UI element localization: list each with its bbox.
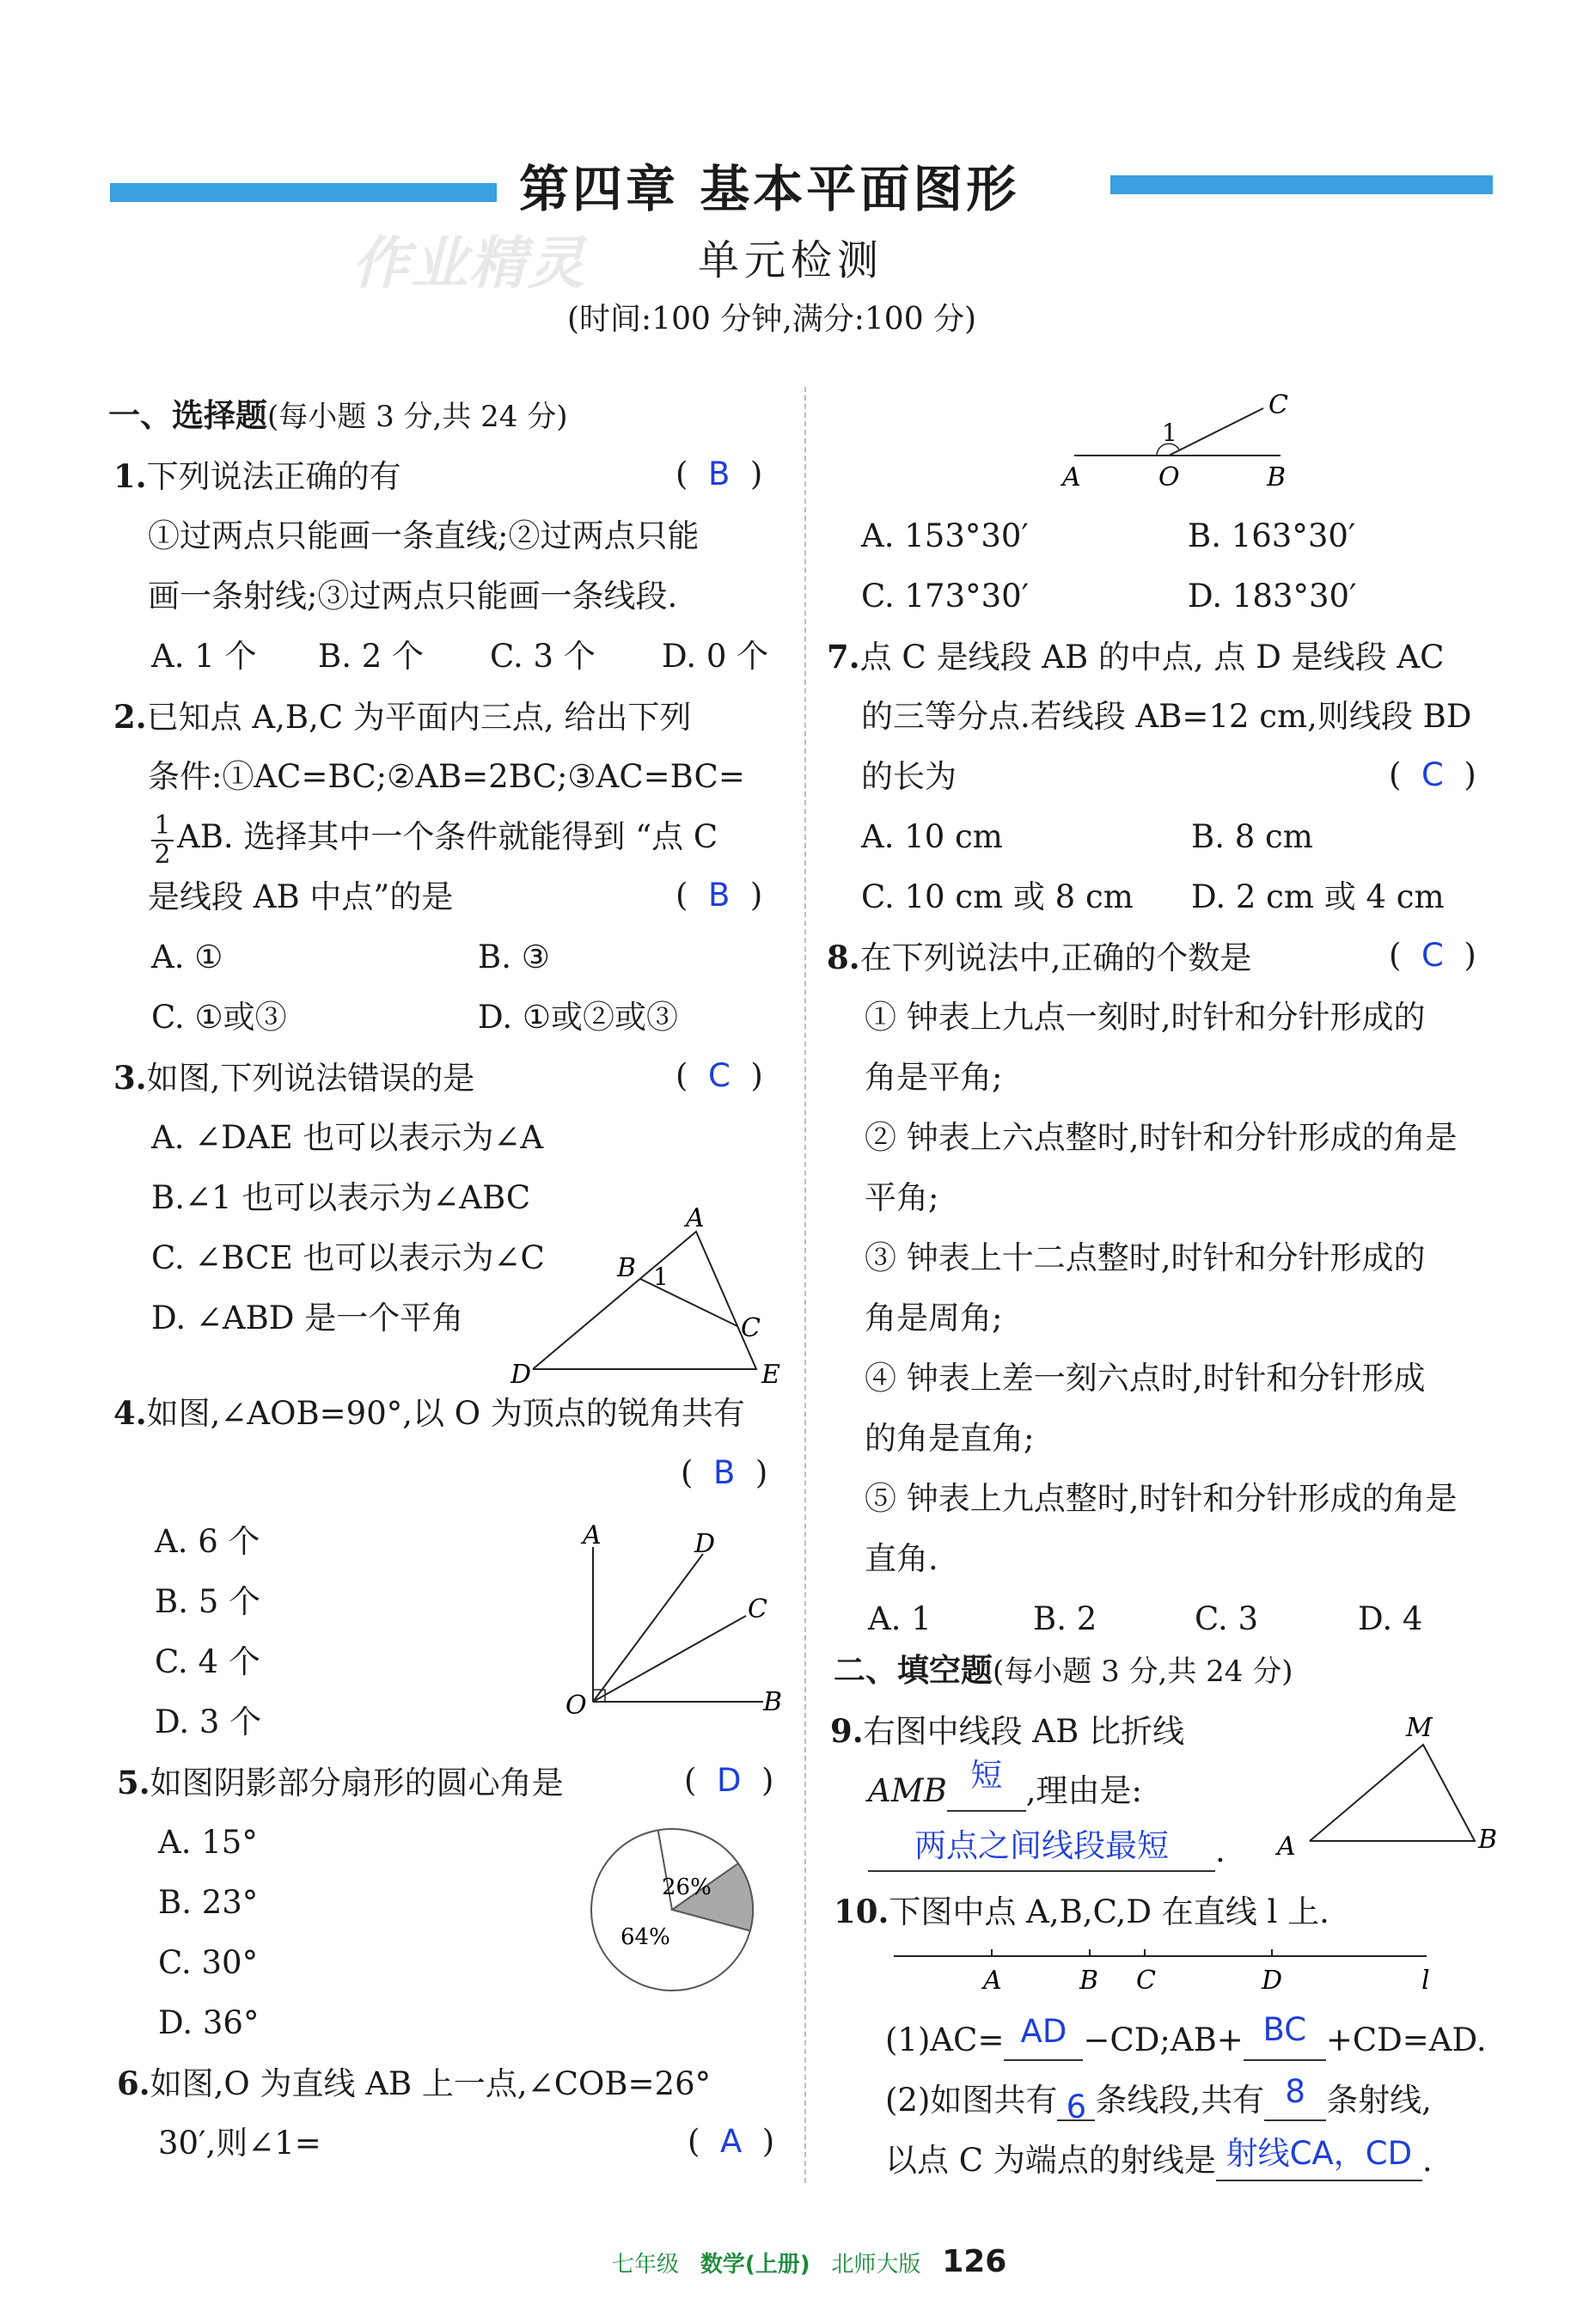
q1-option-d: D. 0 个 bbox=[662, 638, 769, 675]
q8-answer-box[interactable]: ( C ) bbox=[1389, 937, 1476, 974]
q2-option-a: A. ① bbox=[151, 939, 223, 975]
q6-line1 bbox=[117, 2064, 711, 2103]
q6-label-o: O bbox=[1158, 462, 1180, 492]
q5-option-a: A. 15° bbox=[158, 1824, 258, 1861]
q4-stem-text: 如图,∠AOB=90°,以 O 为顶点的锐角共有 bbox=[146, 1395, 745, 1432]
q9-blank-2[interactable] bbox=[868, 1827, 1215, 1872]
q4-label-d: D bbox=[694, 1529, 716, 1559]
q8-option-d: D. 4 bbox=[1358, 1600, 1423, 1637]
q6-line2: 30′,则∠1= bbox=[158, 2125, 321, 2162]
q10-label-d: D bbox=[1262, 1966, 1283, 1996]
q10-part1 bbox=[885, 2011, 1487, 2061]
section2-heading bbox=[834, 1652, 1293, 1691]
q4-answer: B bbox=[712, 1454, 736, 1491]
q4-option-b: B. 5 个 bbox=[155, 1583, 261, 1620]
q10-p2-blank-1-answer: 6 bbox=[1066, 2089, 1087, 2125]
column-divider bbox=[804, 387, 806, 2183]
q10-p2-blank-2-answer: 8 bbox=[1285, 2073, 1305, 2110]
q9-reason-label: ,理由是: bbox=[1025, 1772, 1143, 1809]
q9-amb: AMB bbox=[868, 1772, 947, 1809]
q3-label-d: D bbox=[510, 1360, 532, 1388]
q2-answer-box[interactable]: ( B ) bbox=[675, 877, 763, 914]
q9-line2 bbox=[868, 1757, 1143, 1812]
q10-label-l: l bbox=[1421, 1966, 1430, 1996]
q8-option-b: B. 2 bbox=[1033, 1600, 1097, 1637]
q3-label-1: 1 bbox=[653, 1263, 669, 1291]
q4-angle-figure bbox=[557, 1521, 806, 1728]
q5-number: 5. bbox=[117, 1764, 150, 1801]
q10-part3 bbox=[885, 2135, 1433, 2181]
q6-label-b: B bbox=[1267, 462, 1287, 492]
q6-line1-text: 如图,O 为直线 AB 上一点,∠COB=26° bbox=[150, 2065, 712, 2102]
q10-p1-prefix: (1)AC= bbox=[885, 2021, 1005, 2058]
q4-ray-od bbox=[593, 1554, 703, 1702]
q1-line2: ①过两点只能画一条直线;②过两点只能 bbox=[148, 517, 700, 554]
q3-option-c: C. ∠BCE 也可以表示为∠C bbox=[151, 1239, 545, 1276]
q6-label-c: C bbox=[1268, 391, 1288, 420]
q10-part2 bbox=[885, 2073, 1432, 2125]
chapter-title: 第四章 基本平面图形 bbox=[519, 160, 1020, 218]
q8-stem bbox=[827, 939, 1251, 977]
page-footer bbox=[612, 2243, 1006, 2284]
q1-option-a: A. 1 个 bbox=[151, 638, 257, 675]
q10-p2-blank-1[interactable] bbox=[1057, 2082, 1095, 2125]
q9-blank-1-answer: 短 bbox=[970, 1757, 1003, 1794]
q10-p1-mid: −CD;AB+ bbox=[1083, 2021, 1244, 2058]
q4-answer-box[interactable]: ( B ) bbox=[681, 1454, 768, 1491]
q4-label-o: O bbox=[565, 1691, 587, 1721]
q8-statement-line: 直角. bbox=[865, 1540, 938, 1577]
watermark: 作业精灵 bbox=[352, 230, 586, 297]
q8-stem-text: 在下列说法中,正确的个数是 bbox=[859, 939, 1252, 976]
q8-statement-line: ③ 钟表上十二点整时,时针和分针形成的 bbox=[865, 1239, 1426, 1276]
q5-label-26: 26% bbox=[662, 1874, 712, 1900]
q9-line1-text: 右图中线段 AB 比折线 bbox=[863, 1713, 1185, 1750]
q2-answer: B bbox=[707, 877, 730, 914]
q4-stem bbox=[113, 1394, 745, 1433]
q7-line1 bbox=[827, 638, 1444, 676]
q3-triangle-figure bbox=[507, 1208, 799, 1388]
title-bar-left bbox=[110, 183, 497, 202]
section1-heading bbox=[108, 397, 567, 436]
q3-answer: C bbox=[707, 1057, 730, 1094]
q8-statement-line: ① 钟表上九点一刻时,时针和分针形成的 bbox=[865, 999, 1426, 1036]
q3-option-a: A. ∠DAE 也可以表示为∠A bbox=[151, 1119, 544, 1156]
q4-label-a: A bbox=[583, 1521, 602, 1550]
q7-option-a: A. 10 cm bbox=[861, 818, 1003, 855]
q5-option-d: D. 36° bbox=[158, 2004, 260, 2041]
q2-number: 2. bbox=[113, 698, 147, 736]
q6-answer-box[interactable]: ( A ) bbox=[688, 2123, 775, 2160]
q7-option-d: D. 2 cm 或 4 cm bbox=[1191, 878, 1445, 915]
q2-line2: 条件:①AC=BC;②AB=2BC;③AC=BC= bbox=[148, 758, 745, 795]
q10-p2-prefix: (2)如图共有 bbox=[885, 2082, 1058, 2119]
q8-option-a: A. 1 bbox=[868, 1600, 932, 1637]
q8-option-c: C. 3 bbox=[1195, 1600, 1259, 1637]
q1-stem bbox=[113, 457, 401, 496]
q10-stem-text: 下图中点 A,B,C,D 在直线 l 上. bbox=[889, 1893, 1329, 1930]
q6-ray-oc bbox=[1169, 408, 1263, 456]
q3-label-b: B bbox=[617, 1253, 637, 1283]
q7-line2: 的三等分点.若线段 AB=12 cm,则线段 BD bbox=[861, 698, 1472, 735]
q5-answer: D bbox=[716, 1762, 742, 1799]
q10-line-figure bbox=[885, 1941, 1452, 2001]
q2-frac-num: 1 bbox=[151, 812, 174, 841]
q2-line3: AB. 选择其中一个条件就能得到 “点 C bbox=[177, 818, 718, 855]
q1-answer: B bbox=[707, 456, 730, 492]
page-number: 126 bbox=[942, 2244, 1007, 2279]
exam-info: (时间:100 分钟,满分:100 分) bbox=[567, 302, 977, 337]
section1-title: 一、选择题 bbox=[108, 397, 267, 434]
q10-label-c: C bbox=[1136, 1966, 1156, 1996]
q10-p3-suffix: . bbox=[1421, 2142, 1433, 2179]
footer-edition: 北师大版 bbox=[831, 2252, 921, 2278]
q10-p1-blank-2-answer: BC bbox=[1262, 2011, 1307, 2048]
q2-line1-text: 已知点 A,B,C 为平面内三点, 给出下列 bbox=[146, 699, 692, 736]
q9-line1 bbox=[830, 1712, 1184, 1751]
q6-label-1: 1 bbox=[1162, 419, 1177, 447]
q3-label-c: C bbox=[741, 1313, 761, 1343]
q7-answer: C bbox=[1421, 756, 1444, 793]
q7-line3: 的长为 bbox=[861, 758, 957, 795]
q7-number: 7. bbox=[827, 638, 860, 676]
q2-option-c: C. ①或③ bbox=[151, 999, 287, 1036]
q3-option-b: B.∠1 也可以表示为∠ABC bbox=[151, 1179, 531, 1216]
q5-pie-figure bbox=[586, 1824, 758, 1996]
q10-p1-blank-1[interactable] bbox=[1004, 2013, 1083, 2061]
q4-label-c: C bbox=[748, 1594, 767, 1624]
q8-statement-line: ④ 钟表上差一刻六点时,时针和分针形成 bbox=[865, 1360, 1426, 1397]
q10-number: 10. bbox=[834, 1893, 889, 1930]
q3-triangle bbox=[533, 1232, 756, 1369]
q9-blank-2-answer: 两点之间线段最短 bbox=[914, 1827, 1169, 1864]
q8-statement-line: ② 钟表上六点整时,时针和分针形成的角是 bbox=[865, 1119, 1458, 1156]
q10-p2-mid: 条线段,共有 bbox=[1095, 2082, 1265, 2119]
q8-statement-line: 角是周角; bbox=[865, 1300, 1003, 1336]
title-bar-right bbox=[1110, 175, 1493, 194]
section1-note: (每小题 3 分,共 24 分) bbox=[267, 400, 568, 434]
q5-option-b: B. 23° bbox=[158, 1884, 259, 1921]
q2-frac-den: 2 bbox=[154, 840, 171, 870]
q3-stem-text: 如图,下列说法错误的是 bbox=[146, 1060, 475, 1097]
section2-note: (每小题 3 分,共 24 分) bbox=[993, 1654, 1293, 1689]
q6-option-b: B. 163°30′ bbox=[1188, 517, 1356, 554]
q6-answer: A bbox=[719, 2123, 743, 2160]
q9-triangle bbox=[1310, 1745, 1475, 1841]
q9-label-m: M bbox=[1406, 1713, 1433, 1743]
q4-number: 4. bbox=[113, 1394, 147, 1432]
q10-p2-suffix: 条射线, bbox=[1326, 2082, 1432, 2119]
q5-label-64: 64% bbox=[620, 1924, 670, 1950]
q10-label-a: A bbox=[983, 1966, 1002, 1996]
q2-line4: 是线段 AB 中点”的是 bbox=[148, 878, 454, 915]
q9-line3: 两点之间线段最短 . bbox=[868, 1832, 1226, 1872]
q6-number: 6. bbox=[117, 2064, 150, 2102]
q5-answer-box[interactable]: ( D ) bbox=[684, 1762, 774, 1799]
q3-label-e: E bbox=[761, 1360, 780, 1388]
footer-subject: 数学(上册) bbox=[700, 2252, 810, 2278]
q10-p1-blank-1-answer: AD bbox=[1020, 2013, 1067, 2050]
q7-option-b: B. 8 cm bbox=[1191, 818, 1313, 855]
q8-statement-line: 角是平角; bbox=[865, 1059, 1003, 1096]
q6-option-d: D. 183°30′ bbox=[1188, 578, 1357, 615]
q9-blank-1[interactable] bbox=[947, 1757, 1026, 1812]
q7-answer-box[interactable]: ( C ) bbox=[1389, 756, 1476, 793]
q1-stem-text: 下列说法正确的有 bbox=[146, 458, 401, 495]
q10-p3-blank-answer: 射线CA，CD bbox=[1226, 2135, 1413, 2172]
q3-label-a: A bbox=[686, 1208, 705, 1233]
footer-grade: 七年级 bbox=[612, 2252, 680, 2278]
q4-option-a: A. 6 个 bbox=[155, 1523, 260, 1560]
q2-option-d: D. ①或②或③ bbox=[478, 999, 679, 1036]
q8-statement-line: 平角; bbox=[865, 1179, 939, 1216]
q4-ray-oc bbox=[593, 1616, 746, 1702]
q8-answer: C bbox=[1421, 937, 1444, 974]
q9-label-b: B bbox=[1478, 1825, 1498, 1855]
q4-option-c: C. 4 个 bbox=[155, 1643, 260, 1680]
q10-label-b: B bbox=[1079, 1966, 1099, 1996]
q3-number: 3. bbox=[113, 1059, 147, 1097]
q2-fraction bbox=[151, 812, 174, 869]
q10-p1-suffix: +CD=AD. bbox=[1325, 2021, 1487, 2058]
q10-p3-blank[interactable] bbox=[1216, 2135, 1422, 2181]
q5-stem bbox=[117, 1764, 564, 1802]
q1-option-b: B. 2 个 bbox=[318, 638, 425, 675]
q5-option-c: C. 30° bbox=[158, 1944, 259, 1981]
q6-label-a: A bbox=[1062, 462, 1081, 492]
q2-line1 bbox=[113, 698, 691, 737]
q1-number: 1. bbox=[113, 457, 147, 495]
q7-line1-text: 点 C 是线段 AB 的中点, 点 D 是线段 AC bbox=[859, 639, 1445, 676]
q3-stem bbox=[113, 1059, 474, 1098]
q3-answer-box[interactable]: ( C ) bbox=[675, 1057, 763, 1094]
q10-stem bbox=[834, 1893, 1329, 1931]
q4-label-b: B bbox=[763, 1687, 783, 1717]
q4-option-d: D. 3 个 bbox=[155, 1703, 262, 1740]
q1-line3: 画一条射线;③过两点只能画一条线段. bbox=[148, 578, 678, 615]
q6-option-c: C. 173°30′ bbox=[861, 578, 1030, 615]
q10-p2-blank-2[interactable] bbox=[1264, 2073, 1326, 2121]
q1-option-c: C. 3 个 bbox=[490, 638, 596, 675]
q7-option-c: C. 10 cm 或 8 cm bbox=[861, 878, 1134, 915]
q6-option-a: A. 153°30′ bbox=[861, 517, 1029, 554]
q3-option-d: D. ∠ABD 是一个平角 bbox=[151, 1300, 464, 1336]
q1-answer-box[interactable]: ( B ) bbox=[675, 456, 763, 492]
section2-title: 二、填空题 bbox=[834, 1652, 993, 1689]
q6-angle-figure bbox=[1057, 391, 1315, 494]
q9-triangle-figure bbox=[1268, 1710, 1501, 1865]
q8-statement-line: ⑤ 钟表上九点整时,时针和分针形成的角是 bbox=[865, 1480, 1458, 1517]
q5-stem-text: 如图阴影部分扇形的圆心角是 bbox=[150, 1764, 564, 1801]
q2-option-b: B. ③ bbox=[478, 939, 550, 975]
q10-p3-prefix: 以点 C 为端点的射线是 bbox=[885, 2142, 1216, 2179]
q9-label-a: A bbox=[1277, 1832, 1296, 1862]
q10-p1-blank-2[interactable] bbox=[1244, 2011, 1326, 2061]
q9-number: 9. bbox=[830, 1712, 864, 1750]
unit-test-subtitle: 单元检测 bbox=[698, 236, 884, 284]
q8-number: 8. bbox=[827, 939, 860, 976]
q8-statement-line: 的角是直角; bbox=[865, 1420, 1035, 1457]
